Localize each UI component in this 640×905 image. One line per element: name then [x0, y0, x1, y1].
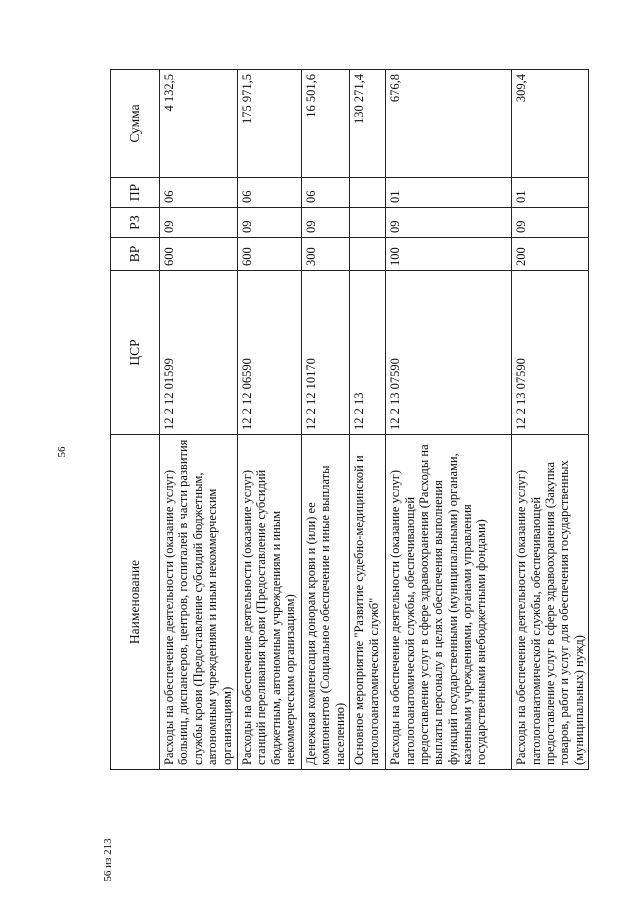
cell-sum: 16 501,6 [302, 70, 350, 178]
header-csr: ЦСР [111, 271, 160, 435]
cell-name: Расходы на обеспечение деятельности (оказание услуг) больниц, диспансеров, центров, госпиталей в части развития службы крови (Предоставление субсидий бюджетным, автономным учреждениям и иным некоммерческим организациям) [160, 435, 238, 770]
table-row [386, 70, 512, 770]
cell-csr: 12 2 12 01599 [160, 271, 238, 435]
cell-rz: 09 [238, 208, 302, 238]
cell-name: Расходы на обеспечение деятельности (оказание услуг) патологоанатомической службы, обеспечивающей предоставление услуг в сфере здравоохранения (Расходы на выплаты персоналу в целях обеспечения выполнения функций государственными (муниципальными) органами, казенными учреждениями, органами управления государственными внебюджетными фондами) [386, 435, 512, 770]
cell-csr: 12 2 13 07590 [512, 271, 589, 435]
header-sum: Сумма [111, 70, 160, 178]
cell-pr: 06 [238, 178, 302, 208]
cell-vr: 300 [302, 238, 350, 271]
budget-table [110, 69, 589, 770]
table-row [350, 70, 386, 770]
cell-vr: 600 [160, 238, 238, 271]
cell-pr: 06 [302, 178, 350, 208]
cell-pr: 06 [160, 178, 238, 208]
cell-rz: 09 [160, 208, 238, 238]
cell-name: Основное мероприятие "Развитие судебно-медицинской и патологоанатомической служб" [350, 435, 386, 770]
cell-rz: 09 [386, 208, 512, 238]
cell-csr: 12 2 13 07590 [386, 271, 512, 435]
header-name: Наименование [111, 435, 160, 770]
cell-pr: 01 [512, 178, 589, 208]
header-pr: ПР [111, 178, 160, 208]
page-number: 56 [56, 446, 68, 458]
cell-vr: 200 [512, 238, 589, 271]
header-rz: РЗ [111, 208, 160, 238]
page-footer: 56 из 213 [102, 838, 114, 882]
cell-sum: 309,4 [512, 70, 589, 178]
rotated-table-container [110, 70, 586, 770]
table-row [302, 70, 350, 770]
cell-sum: 4 132,5 [160, 70, 238, 178]
table-row [512, 70, 589, 770]
cell-csr: 12 2 13 [350, 271, 386, 435]
cell-vr [350, 238, 386, 271]
cell-rz: 09 [302, 208, 350, 238]
table-row [160, 70, 238, 770]
cell-pr: 01 [386, 178, 512, 208]
table-header-row [111, 70, 160, 770]
cell-vr: 600 [238, 238, 302, 271]
table-row [238, 70, 302, 770]
cell-sum: 175 971,5 [238, 70, 302, 178]
cell-sum: 130 271,4 [350, 70, 386, 178]
cell-name: Расходы на обеспечение деятельности (оказание услуг) патологоанатомической службы, обеспечивающей предоставление услуг в сфере здравоохранения (Закупка товаров, работ и услуг для обеспечения государственных (муниципальных) нужд) [512, 435, 589, 770]
cell-csr: 12 2 12 10170 [302, 271, 350, 435]
cell-name: Денежная компенсация донорам крови и (или) ее компонентов (Социальное обеспечение и иные выплаты населению) [302, 435, 350, 770]
cell-rz: 09 [512, 208, 589, 238]
cell-vr: 100 [386, 238, 512, 271]
cell-csr: 12 2 12 06590 [238, 271, 302, 435]
cell-pr [350, 178, 386, 208]
cell-sum: 676,8 [386, 70, 512, 178]
header-vr: ВР [111, 238, 160, 271]
cell-rz [350, 208, 386, 238]
cell-name: Расходы на обеспечение деятельности (оказание услуг) станций переливания крови (Предоставление субсидий бюджетным, автономным учреждениям и иным некоммерческим организациям) [238, 435, 302, 770]
